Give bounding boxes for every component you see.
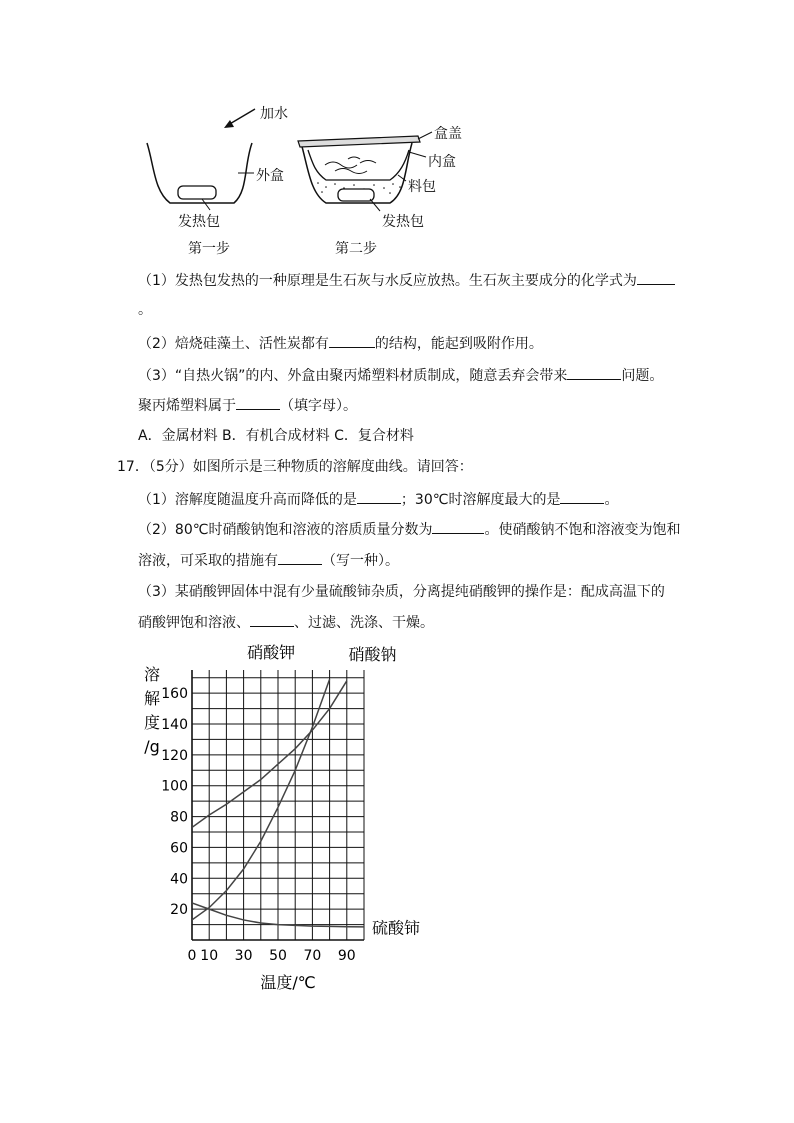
q16-part2 — [138, 333, 543, 354]
leader-line — [370, 199, 380, 211]
leader-line — [202, 199, 210, 210]
series-label: 硝酸钠 — [348, 645, 397, 664]
q17-part2-text-d: （写一种）。 — [322, 553, 399, 569]
q17-heading: 17．（5分）如图所示是三种物质的溶解度曲线。请回答： — [117, 459, 473, 475]
series-label: 硝酸钾 — [247, 643, 296, 662]
answer-blank[interactable] — [329, 333, 375, 348]
q16-part1-text: （1）发热包发热的一种原理是生石灰与水反应放热。生石灰主要成分的化学式为 — [138, 273, 637, 289]
q16-part3-text-c: 聚丙烯塑料属于 — [138, 398, 236, 414]
leader-line — [418, 132, 432, 139]
q17-part3-text-c: 、过滤、洗涤、干燥。 — [294, 615, 434, 631]
y-tick-label: 140 — [161, 717, 188, 733]
x-tick-label: 30 — [234, 948, 253, 964]
y-axis-label-char: /g — [144, 737, 160, 756]
answer-blank[interactable] — [236, 395, 280, 410]
q17-part2-cont — [138, 550, 399, 571]
y-axis-label-char: 溶 — [143, 665, 161, 684]
y-tick-label: 100 — [161, 778, 188, 795]
q16-options: A．金属材料 B．有机合成材料 C．复合材料 — [138, 428, 414, 444]
heat-pack-label: 发热包 — [178, 214, 220, 230]
x-tick-label: 70 — [303, 948, 322, 964]
solubility-chart-svg — [138, 640, 448, 1020]
q16-part3-text-a: （3）“自热火锅”的内、外盒由聚丙烯塑料材质制成，随意丢弃会带来 — [138, 368, 568, 384]
q17-part1 — [138, 489, 618, 510]
add-water-arrow — [228, 109, 255, 125]
arrow-head-icon — [224, 120, 234, 128]
q17-part1-text-c: 。 — [604, 492, 619, 508]
hotpot-figure — [130, 95, 480, 265]
q16-part1 — [138, 270, 675, 291]
inner-box-label: 内盒 — [428, 154, 456, 170]
q17-part2 — [138, 519, 680, 540]
lid-label: 盒盖 — [434, 126, 462, 142]
x-tick-label: 0 — [187, 948, 197, 964]
y-tick-label: 160 — [161, 686, 188, 703]
y-tick-label: 120 — [161, 747, 188, 764]
solubility-chart — [138, 640, 448, 1020]
heat-pack-1-shape — [178, 186, 216, 199]
y-tick-label: 40 — [170, 871, 188, 888]
food-lines — [325, 157, 376, 174]
q16-part2-text-a: （2）焙烧硅藻土、活性炭都有 — [138, 336, 329, 352]
ingredient-pack-label: 料包 — [408, 179, 436, 195]
q16-part3-text-d: （填字母）。 — [280, 398, 357, 414]
lid-shape — [298, 136, 420, 147]
add-water-label: 加水 — [260, 106, 288, 122]
q17-part1-text-b: ；30℃时溶解度最大的是 — [400, 492, 561, 508]
q17-part2-text-b: 。使硝酸钠不饱和溶液变为饱和 — [484, 522, 681, 538]
outer-box-label: 外盒 — [256, 168, 284, 184]
y-axis-label-char: 度 — [143, 713, 161, 732]
q16-part3-text-b: 问题。 — [621, 368, 664, 384]
q17-part3: （3）某硝酸钾固体中混有少量硫酸铈杂质，分离提纯硝酸钾的操作是：配成高温下的 — [138, 584, 665, 600]
q16-part1-end: 。 — [138, 302, 152, 318]
y-tick-label: 80 — [170, 809, 188, 826]
q17-part3-cont — [138, 612, 434, 633]
q16-part2-text-b: 的结构，能起到吸附作用。 — [374, 336, 543, 352]
y-tick-label: 20 — [170, 902, 188, 919]
step1-label: 第一步 — [188, 241, 230, 257]
x-tick-label: 90 — [337, 948, 356, 964]
q17-part1-text-a: （1）溶解度随温度升高而降低的是 — [138, 492, 357, 508]
answer-blank[interactable] — [567, 365, 621, 380]
answer-blank[interactable] — [278, 550, 322, 565]
inner-box-shape — [308, 150, 409, 180]
q16-part3 — [138, 365, 663, 386]
leader-line — [409, 152, 426, 157]
q16-part3-cont — [138, 395, 357, 416]
q17-part2-text-a: （2）80℃时硝酸钠饱和溶液的溶质质量分数为 — [138, 522, 433, 538]
step2-label: 第二步 — [335, 241, 377, 257]
heat-pack-2-label: 发热包 — [382, 214, 424, 230]
x-axis-label: 温度/℃ — [260, 973, 316, 992]
heat-pack-2-shape — [338, 189, 374, 201]
answer-blank[interactable] — [560, 489, 604, 504]
series-line-硝酸钠 — [192, 681, 347, 828]
q17-part2-text-c: 溶液，可采取的措施有 — [138, 553, 278, 569]
q17-part3-text-b: 硝酸钾饱和溶液、 — [138, 615, 250, 631]
answer-blank[interactable] — [432, 519, 484, 534]
y-tick-label: 60 — [170, 840, 188, 857]
answer-blank[interactable] — [357, 489, 401, 504]
answer-blank[interactable] — [637, 270, 675, 285]
series-label: 硫酸铈 — [372, 918, 421, 938]
x-tick-label: 50 — [269, 948, 287, 964]
x-tick-label: 10 — [200, 948, 219, 964]
y-axis-label-char: 解 — [143, 689, 161, 708]
answer-blank[interactable] — [250, 612, 294, 627]
